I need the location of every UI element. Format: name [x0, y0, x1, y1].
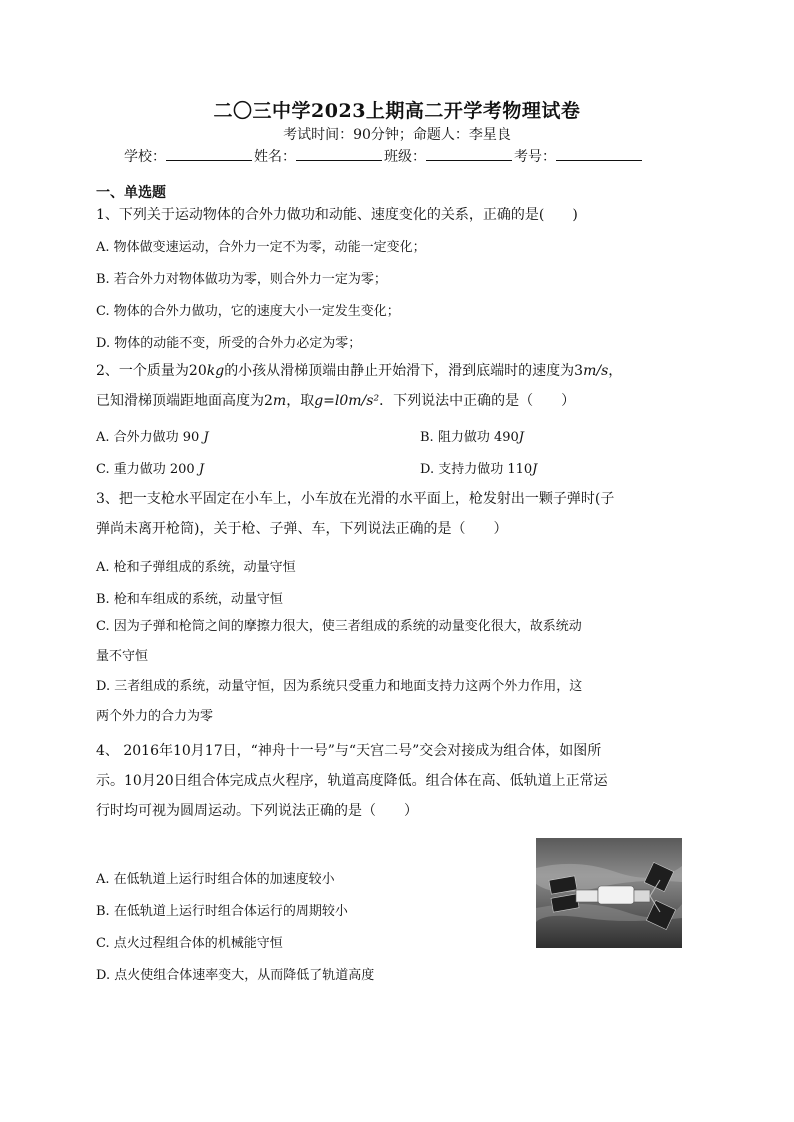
question-3-option-a: A. 枪和子弹组成的系统，动量守恒 — [96, 560, 296, 575]
space-station-illustration — [536, 838, 682, 948]
question-4-option-c: C. 点火过程组合体的机械能守恒 — [96, 936, 283, 951]
name-label: 姓名： — [254, 149, 296, 165]
question-2-option-d: D. 支持力做功 110J — [420, 462, 538, 477]
question-3-option-c: C. 因为子弹和枪筒之间的摩擦力很大，使三者组成的系统的动量变化很大，故系统动 量不守恒 — [96, 619, 582, 664]
question-3-option-d: D. 三者组成的系统，动量守恒，因为系统只受重力和地面支持力这两个外力作用，这 两个外力的合力为零 — [96, 679, 583, 724]
space-station-photo — [536, 838, 682, 948]
exam-title: 二〇三中学2023上期高二开学考物理试卷 — [213, 100, 581, 122]
school-blank — [166, 148, 252, 161]
question-3-stem: 3、把一支枪水平固定在小车上，小车放在光滑的水平面上，枪发射出一颗子弹时(子 弹尚未离开枪筒)，关于枪、子弹、车，下列说法正确的是（ ） — [96, 491, 615, 537]
number-blank — [556, 148, 642, 161]
school-label: 学校： — [124, 149, 166, 165]
question-2-stem: 2、一个质量为20kg的小孩从滑梯顶端由静止开始滑下，滑到底端时的速度为3m/s， 已知滑梯顶端距地面高度为2m，取g=l0m/s²．下列说法中正确的是（ ） — [96, 363, 623, 409]
section-heading: 一、单选题 — [96, 185, 166, 201]
class-label: 班级： — [384, 149, 426, 165]
question-2-option-a: A. 合外力做功 90 J — [96, 430, 209, 445]
question-4-stem: 4、 2016年10月17日，“神舟十一号”与“天宫二号”交会对接成为组合体，如图所 示。10月20日组合体完成点火程序，轨道高度降低。组合体在高、低轨道上正常运 行时均可视为圆周运动。下列说法正确的是（ ） — [96, 743, 608, 819]
question-3-option-b: B. 枪和车组成的系统，动量守恒 — [96, 592, 283, 607]
student-info-line — [124, 146, 684, 166]
question-1-option-b: B. 若合外力对物体做功为零，则合外力一定为零； — [96, 272, 387, 287]
class-blank — [426, 148, 512, 161]
question-1-stem: 1、下列关于运动物体的合外力做功和动能、速度变化的关系，正确的是( ) — [96, 207, 578, 223]
question-1-option-d: D. 物体的动能不变，所受的合外力必定为零； — [96, 336, 362, 351]
question-2-option-c: C. 重力做功 200 J — [96, 462, 205, 477]
number-label: 考号： — [514, 149, 556, 165]
question-4-option-d: D. 点火使组合体速率变大，从而降低了轨道高度 — [96, 968, 375, 983]
name-blank — [296, 148, 382, 161]
question-1-option-c: C. 物体的合外力做功，它的速度大小一定发生变化； — [96, 304, 400, 319]
exam-subtitle: 考试时间：90分钟；命题人：李星良 — [283, 127, 511, 143]
question-4-option-a: A. 在低轨道上运行时组合体的加速度较小 — [96, 872, 335, 887]
question-4-option-b: B. 在低轨道上运行时组合体运行的周期较小 — [96, 904, 348, 919]
question-2-option-b: B. 阻力做功 490J — [420, 430, 524, 445]
question-1-option-a: A. 物体做变速运动，合外力一定不为零，动能一定变化； — [96, 240, 426, 255]
